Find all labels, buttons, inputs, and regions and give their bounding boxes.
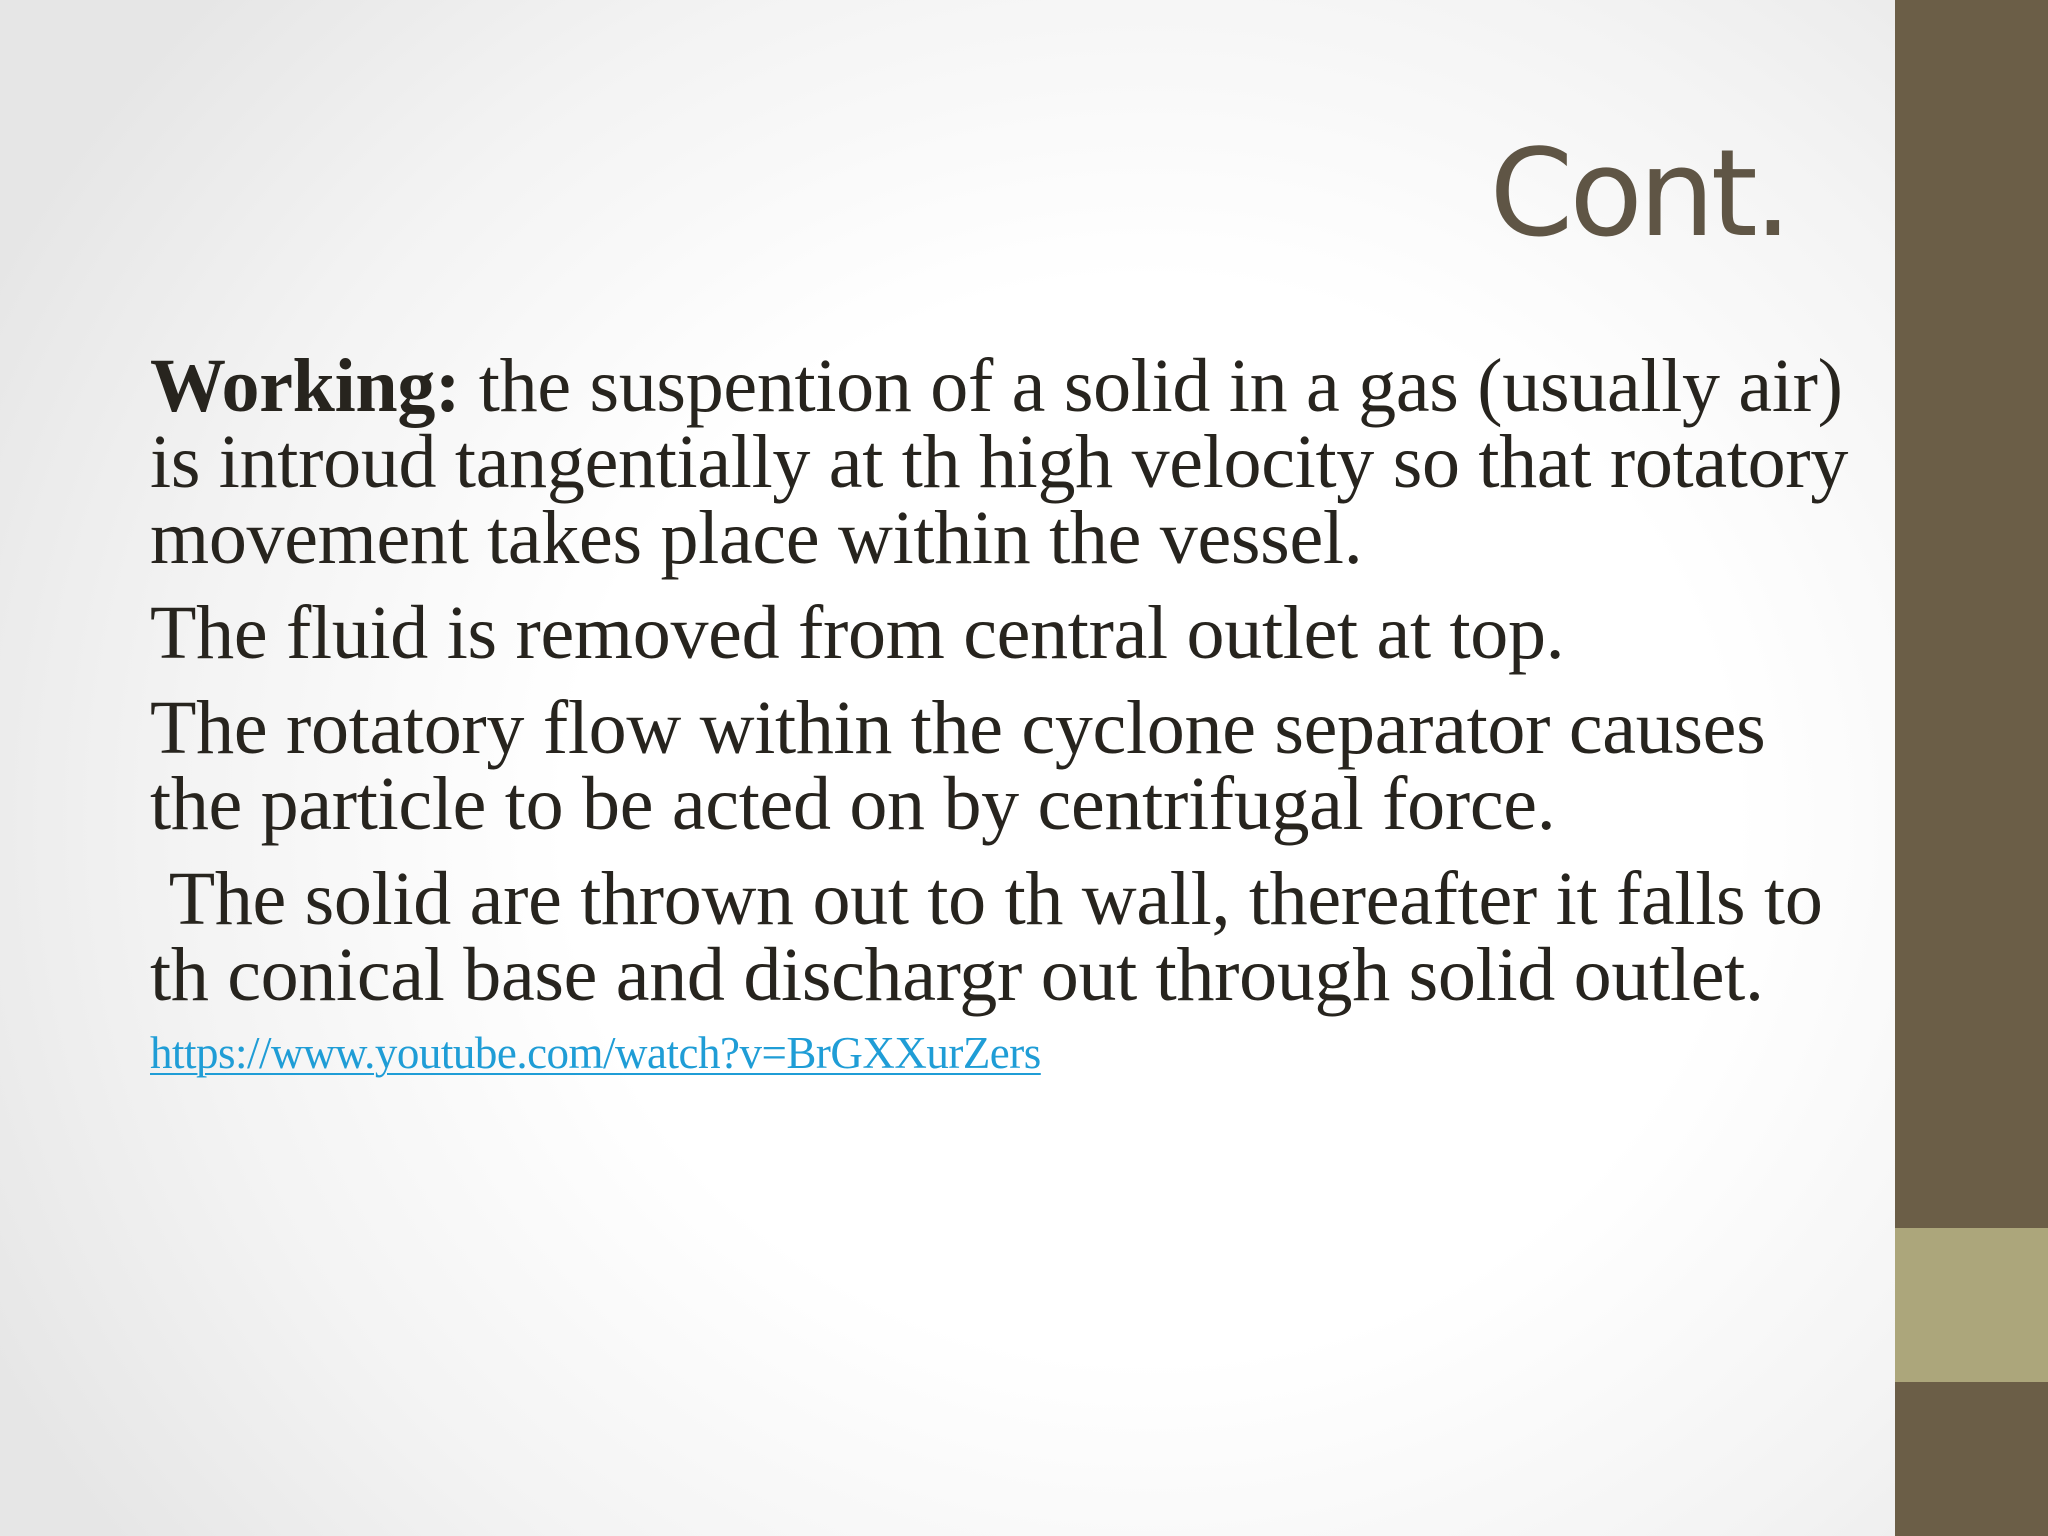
paragraph-text: The fluid is removed from central outlet at top. <box>150 591 1565 675</box>
paragraph-text: The solid are thrown out to th wall, thereafter it falls to th conical base and dischargr out through solid outlet. <box>150 857 1842 1017</box>
paragraph-text: The rotatory flow within the cyclone separator causes the particle to be acted on by centrifugal force. <box>150 686 1766 846</box>
side-bar-segment-accent <box>1895 1228 2048 1382</box>
body-paragraph-rotatory-flow <box>150 686 1870 846</box>
side-bar-segment-bottom <box>1895 1382 2048 1536</box>
body-paragraph-fluid <box>150 591 1870 675</box>
side-bar-segment-top <box>1895 0 2048 1228</box>
youtube-link[interactable]: https://www.youtube.com/watch?v=BrGXXurZers <box>150 1028 1041 1078</box>
slide-title: Cont. <box>1489 125 1788 264</box>
paragraph-text: the suspention of a solid in a gas (usually air) is introud tangentially at th high velocity so that rotatory movement takes place within the vessel. <box>150 344 1849 580</box>
paragraph-lead: Working: <box>150 344 461 428</box>
body-paragraph-solid <box>150 857 1870 1017</box>
slide-body <box>150 344 1870 1079</box>
side-accent-bar <box>1895 0 2048 1536</box>
body-paragraph-working <box>150 344 1870 580</box>
